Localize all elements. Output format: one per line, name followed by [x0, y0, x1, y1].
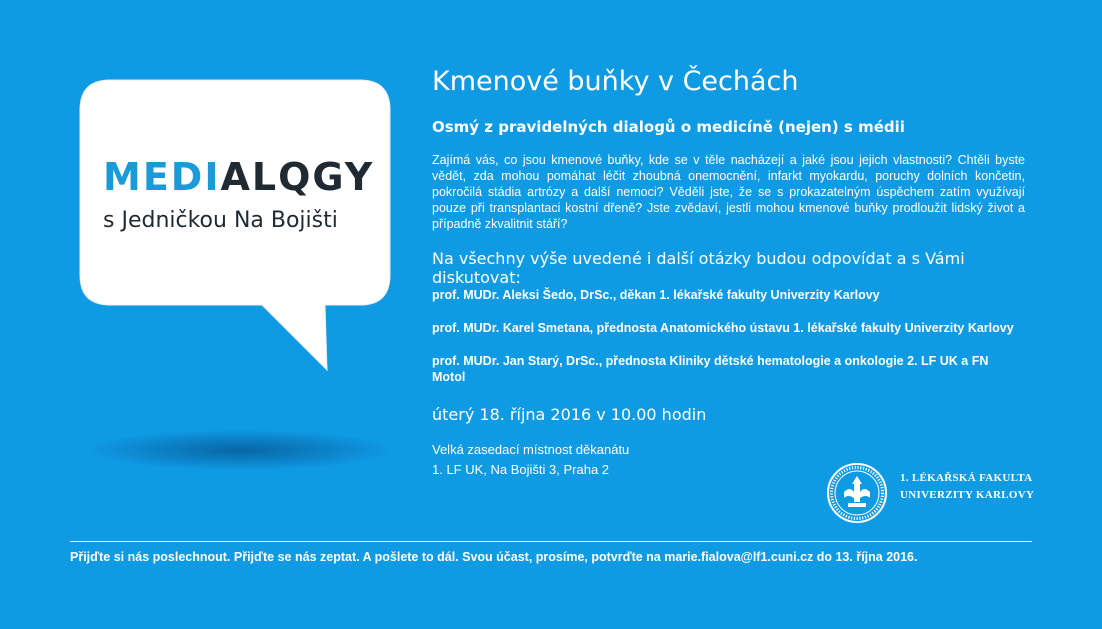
speaker-1: prof. MUDr. Aleksi Šedo, DrSc., děkan 1. lékařské fakulty Univerzity Karlovy — [432, 288, 880, 302]
faculty-name-line2: UNIVERZITY KARLOVY — [900, 489, 1035, 501]
faculty-name-line1: 1. LÉKAŘSKÁ FAKULTA — [900, 472, 1033, 484]
speaker-3: prof. MUDr. Jan Starý, DrSc., přednosta Kliniky dětské hematologie a onkologie 2. LF UK a FN Motol — [432, 354, 989, 384]
venue-address: 1. LF UK, Na Bojišti 3, Praha 2 — [432, 462, 610, 477]
logo-subtitle: s Jedničkou Na Bojišti — [103, 208, 338, 233]
event-title: Kmenové buňky v Čechách — [432, 66, 799, 97]
medialogy-logo — [103, 155, 375, 199]
rsvp-footer: Přijďte si nás poslechnout. Přijďte se nás zeptat. A pošlete to dál. Svou účast, prosíme, potvrďte na marie.fialova@lf1.cuni.cz do 13. října 2016. — [70, 550, 918, 564]
logo-part-dark: ALQGY — [220, 155, 375, 199]
event-date: úterý 18. října 2016 v 10.00 hodin — [432, 405, 707, 424]
venue-room: Velká zasedací místnost děkanátu — [432, 442, 630, 457]
event-intro: Zajímá vás, co jsou kmenové buňky, kde se v těle nacházejí a jaké jsou jejich vlastnosti? Chtěli byste vědět, zda mohou pomáhat léčit zhoubná onemocnění, infarkt myokardu, poruchy dolních končetin, pokročilá stádia artrózy a další nemoci? Věděli jste, že se s prokazatelným úspěchem zatím využívají pouze při transplantaci kostní dřeně? Jste zvědaví, jestli mohou kmenové buňky prodloužit lidský život a případně zkvalitnit stáří? — [432, 153, 1025, 231]
university-seal-icon — [826, 462, 888, 524]
discussion-question: Na všechny výše uvedené i další otázky budou odpovídat a s Vámi diskutovat: — [432, 249, 965, 287]
event-lead: Osmý z pravidelných dialogů o medicíně (nejen) s médii — [432, 118, 905, 136]
speaker-2: prof. MUDr. Karel Smetana, přednosta Anatomického ústavu 1. lékařské fakulty Univerzity Karlovy — [432, 321, 1014, 335]
footer-divider — [70, 541, 1032, 542]
logo-part-blue: MEDI — [103, 155, 221, 199]
bubble-shadow — [90, 430, 390, 470]
